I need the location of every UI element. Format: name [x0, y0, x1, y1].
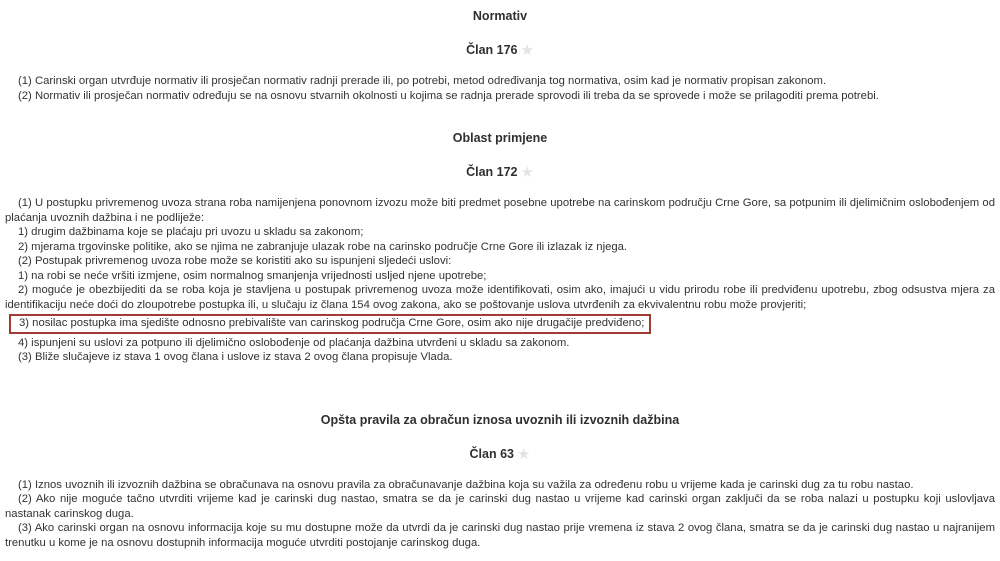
legal-paragraph: (3) Ako carinski organ na osnovu informacija koje su mu dostupne može da utvrdi da je carinski dug nastao prije vremena iz stava 2 ovog člana, smatra se da je carinski dug nastao u najranijem trenutku u kome je na osnovu dostupnih informacija moguće utvrditi postojanje carinskog duga. [5, 522, 995, 549]
star-icon: ★ [520, 164, 534, 181]
section-title: Oblast primjene [452, 131, 548, 145]
section-opsta-pravila [5, 413, 995, 551]
article-body [5, 74, 995, 103]
legal-paragraph: (1) Iznos uvoznih ili izvoznih dažbina se obračunava na osnovu pravila za obračunavanje dažbina koja su važila za određenu robu u vrijeme kada je carinski dug za tu robu nastao. [18, 478, 914, 491]
article-label: Član 63 [469, 446, 514, 461]
article-heading [5, 165, 995, 180]
legal-paragraph: (2) Ako nije moguće tačno utvrditi vrijeme kad je carinski dug nastao, smatra se da je carinski dug nastao u vrijeme kad carinski organ zaključi da se roba nalazi u postupku koji uslovljava nastanak carinskog duga. [5, 493, 995, 520]
legal-paragraph: (3) Bliže slučajeve iz stava 1 ovog člana i uslove iz stava 2 ovog člana propisuje Vlada. [18, 351, 453, 363]
highlight-box: 3) nosilac postupka ima sjedište odnosno prebivalište van carinskog područja Crne Gore, osim ako nije drugačije predviđeno; [9, 314, 651, 334]
article-label: Član 172 [466, 165, 518, 179]
section-normativ [5, 9, 995, 103]
legal-paragraph: (2) Postupak privremenog uvoza robe može se koristiti ako su ispunjeni sljedeći uslovi: [18, 255, 452, 267]
legal-paragraph: 1) na robi se neće vršiti izmjene, osim normalnog smanjenja vrijednosti usljed njene upotrebe; [18, 269, 487, 282]
legal-paragraph: 4) ispunjeni su uslovi za potpuno ili djelimično oslobođenje od plaćanja dažbina utvrđeni u skladu sa zakonom. [18, 336, 570, 349]
article-body [5, 478, 995, 551]
section-title: Normativ [472, 9, 528, 23]
section-title: Opšta pravila za obračun iznosa uvoznih ili izvoznih dažbina [320, 412, 680, 427]
section-oblast-primjene [5, 131, 995, 365]
article-label: Član 176 [466, 43, 518, 57]
legal-paragraph: (1) Carinski organ utvrđuje normativ ili prosječan normativ radnji prerade ili, po potrebi, metod određivanja tog normativa, osim kad je normativ propisan zakonom. [18, 75, 827, 87]
legal-paragraph-highlighted [5, 314, 995, 334]
legal-paragraph: 2) moguće je obezbijediti da se roba koja je stavljena u postupak privremenog uvoza može identifikovati, osim ako, imajući u vidu prirodu robe ili predviđenu upotrebu, zbog odsustva mjera za identifikaciju neće doći do zloupotrebe postupka ili, u slučaju iz člana 154 ovog zakona, ako se poštovanje uslova utvrđenih za ekvivalentnu robu može provjeriti; [5, 284, 995, 311]
legal-paragraph: (2) Normativ ili prosječan normativ određuju se na osnovu stvarnih okolnosti u kojima se radnja prerade sprovodi ili treba da se sprovede i može se prilagoditi prema potrebi. [18, 89, 879, 102]
article-heading [5, 43, 995, 58]
legal-paragraph: (1) U postupku privremenog uvoza strana roba namijenjena ponovnom izvozu može biti predmet posebne upotrebe na carinskom području Crne Gore, sa potpunim ili djelimičnim oslobođenjem od plaćanja uvoznih dažbina i ne podliježe: [5, 197, 995, 224]
star-icon: ★ [517, 445, 531, 463]
star-icon: ★ [520, 42, 534, 59]
article-heading [5, 447, 995, 462]
legal-paragraph: 1) drugim dažbinama koje se plaćaju pri uvozu u skladu sa zakonom; [18, 226, 364, 238]
article-body [5, 196, 995, 365]
legal-paragraph: 2) mjerama trgovinske politike, ako se njima ne zabranjuje ulazak robe na carinsko područje Crne Gore ili izlazak iz njega. [18, 240, 628, 253]
